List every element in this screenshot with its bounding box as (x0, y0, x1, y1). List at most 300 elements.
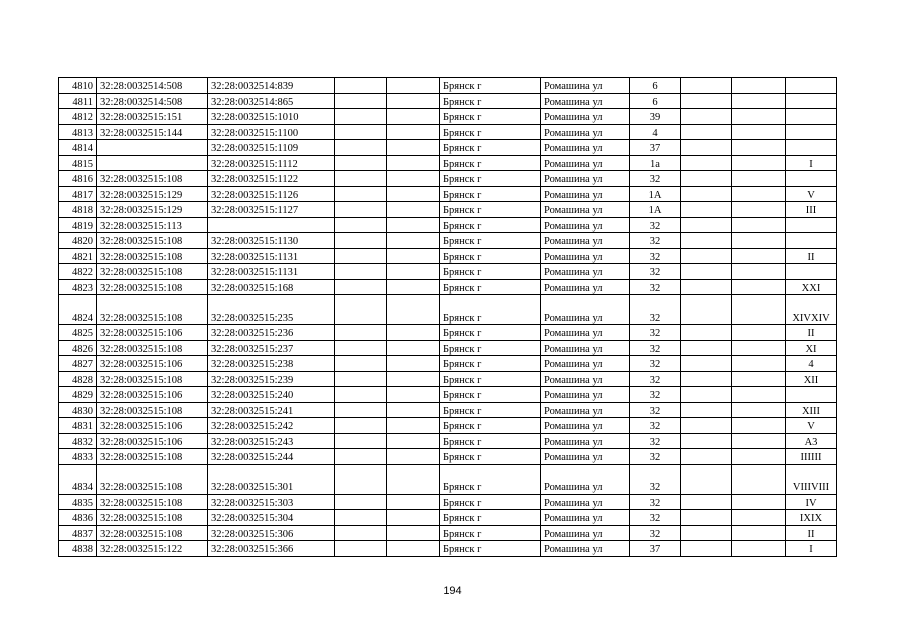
table-row (59, 494, 837, 510)
parent-cadastral-number: 32:28:0032515:129 (97, 186, 208, 202)
empty-cell (335, 264, 387, 280)
premises-number: I (786, 155, 837, 171)
empty-cell (335, 464, 387, 494)
street-cell: Ромашина ул (541, 202, 630, 218)
empty-cell (335, 525, 387, 541)
city-cell: Брянск г (440, 340, 541, 356)
empty-cell (335, 418, 387, 434)
empty-cell (732, 295, 786, 325)
empty-cell (387, 449, 440, 465)
empty-cell (681, 248, 732, 264)
house-number: 32 (630, 217, 681, 233)
house-number: 32 (630, 340, 681, 356)
cadastral-number: 32:28:0032514:839 (208, 78, 335, 94)
empty-cell (681, 541, 732, 557)
empty-cell (732, 510, 786, 526)
premises-number: XIII (786, 402, 837, 418)
parent-cadastral-number: 32:28:0032515:108 (97, 233, 208, 249)
street-cell: Ромашина ул (541, 402, 630, 418)
table-row (59, 402, 837, 418)
premises-number: XI (786, 340, 837, 356)
house-number: 1А (630, 202, 681, 218)
cadastral-number: 32:28:0032515:240 (208, 387, 335, 403)
empty-cell (335, 279, 387, 295)
city-cell: Брянск г (440, 371, 541, 387)
parent-cadastral-number: 32:28:0032515:108 (97, 510, 208, 526)
empty-cell (732, 449, 786, 465)
empty-cell (732, 464, 786, 494)
empty-cell (335, 510, 387, 526)
parent-cadastral-number: 32:28:0032515:108 (97, 264, 208, 280)
table-row (59, 124, 837, 140)
row-number: 4832 (59, 433, 97, 449)
table-row (59, 387, 837, 403)
empty-cell (387, 233, 440, 249)
parent-cadastral-number: 32:28:0032515:106 (97, 356, 208, 372)
parent-cadastral-number (97, 155, 208, 171)
table-row (59, 295, 837, 325)
house-number: 32 (630, 525, 681, 541)
house-number: 32 (630, 433, 681, 449)
empty-cell (681, 155, 732, 171)
city-cell: Брянск г (440, 510, 541, 526)
empty-cell (335, 248, 387, 264)
empty-cell (387, 186, 440, 202)
empty-cell (335, 356, 387, 372)
house-number: 4 (630, 124, 681, 140)
table-row (59, 202, 837, 218)
table-row (59, 525, 837, 541)
city-cell: Брянск г (440, 233, 541, 249)
row-number: 4833 (59, 449, 97, 465)
cadastral-number: 32:28:0032515:1130 (208, 233, 335, 249)
row-number: 4838 (59, 541, 97, 557)
premises-number: V (786, 418, 837, 434)
row-number: 4825 (59, 325, 97, 341)
house-number: 32 (630, 295, 681, 325)
empty-cell (387, 418, 440, 434)
table-row (59, 264, 837, 280)
premises-number (786, 171, 837, 187)
house-number: 32 (630, 510, 681, 526)
table-row (59, 340, 837, 356)
empty-cell (387, 356, 440, 372)
empty-cell (387, 541, 440, 557)
house-number: 32 (630, 325, 681, 341)
empty-cell (732, 387, 786, 403)
registry-table (58, 77, 837, 557)
table-row (59, 464, 837, 494)
house-number: 32 (630, 449, 681, 465)
table-row (59, 171, 837, 187)
parent-cadastral-number: 32:28:0032515:106 (97, 418, 208, 434)
city-cell: Брянск г (440, 124, 541, 140)
row-number: 4814 (59, 140, 97, 156)
row-number: 4831 (59, 418, 97, 434)
table-row (59, 279, 837, 295)
row-number: 4812 (59, 109, 97, 125)
street-cell: Ромашина ул (541, 464, 630, 494)
empty-cell (335, 449, 387, 465)
cadastral-number: 32:28:0032515:243 (208, 433, 335, 449)
empty-cell (387, 217, 440, 233)
row-number: 4837 (59, 525, 97, 541)
empty-cell (387, 371, 440, 387)
row-number: 4822 (59, 264, 97, 280)
house-number: 1А (630, 186, 681, 202)
parent-cadastral-number: 32:28:0032515:108 (97, 402, 208, 418)
empty-cell (681, 371, 732, 387)
house-number: 32 (630, 356, 681, 372)
row-number: 4823 (59, 279, 97, 295)
parent-cadastral-number: 32:28:0032515:144 (97, 124, 208, 140)
parent-cadastral-number: 32:28:0032515:108 (97, 464, 208, 494)
street-cell: Ромашина ул (541, 93, 630, 109)
cadastral-number: 32:28:0032515:301 (208, 464, 335, 494)
empty-cell (335, 402, 387, 418)
street-cell: Ромашина ул (541, 449, 630, 465)
parent-cadastral-number: 32:28:0032515:108 (97, 525, 208, 541)
cadastral-number: 32:28:0032515:239 (208, 371, 335, 387)
empty-cell (732, 109, 786, 125)
empty-cell (681, 217, 732, 233)
empty-cell (732, 248, 786, 264)
empty-cell (387, 93, 440, 109)
empty-cell (681, 402, 732, 418)
empty-cell (732, 124, 786, 140)
empty-cell (681, 387, 732, 403)
empty-cell (335, 124, 387, 140)
cadastral-number (208, 217, 335, 233)
house-number: 32 (630, 171, 681, 187)
house-number: 32 (630, 264, 681, 280)
empty-cell (681, 494, 732, 510)
premises-number (786, 387, 837, 403)
empty-cell (681, 464, 732, 494)
empty-cell (732, 433, 786, 449)
cadastral-number: 32:28:0032515:306 (208, 525, 335, 541)
empty-cell (387, 109, 440, 125)
empty-cell (681, 109, 732, 125)
city-cell: Брянск г (440, 433, 541, 449)
street-cell: Ромашина ул (541, 124, 630, 140)
empty-cell (732, 217, 786, 233)
cadastral-number: 32:28:0032514:865 (208, 93, 335, 109)
cadastral-number: 32:28:0032515:1126 (208, 186, 335, 202)
empty-cell (681, 525, 732, 541)
empty-cell (335, 494, 387, 510)
street-cell: Ромашина ул (541, 264, 630, 280)
cadastral-number: 32:28:0032515:1109 (208, 140, 335, 156)
cadastral-number: 32:28:0032515:1010 (208, 109, 335, 125)
parent-cadastral-number: 32:28:0032515:108 (97, 295, 208, 325)
row-number: 4836 (59, 510, 97, 526)
empty-cell (732, 279, 786, 295)
empty-cell (335, 433, 387, 449)
house-number: 37 (630, 541, 681, 557)
empty-cell (681, 325, 732, 341)
city-cell: Брянск г (440, 93, 541, 109)
empty-cell (681, 418, 732, 434)
table-row (59, 248, 837, 264)
empty-cell (387, 494, 440, 510)
street-cell: Ромашина ул (541, 140, 630, 156)
empty-cell (681, 140, 732, 156)
parent-cadastral-number: 32:28:0032515:151 (97, 109, 208, 125)
parent-cadastral-number: 32:28:0032515:108 (97, 449, 208, 465)
empty-cell (335, 202, 387, 218)
empty-cell (732, 140, 786, 156)
empty-cell (335, 233, 387, 249)
cadastral-number: 32:28:0032515:242 (208, 418, 335, 434)
street-cell: Ромашина ул (541, 78, 630, 94)
empty-cell (335, 155, 387, 171)
house-number: 39 (630, 109, 681, 125)
empty-cell (732, 233, 786, 249)
empty-cell (387, 155, 440, 171)
premises-number (786, 217, 837, 233)
city-cell: Брянск г (440, 325, 541, 341)
city-cell: Брянск г (440, 264, 541, 280)
row-number: 4816 (59, 171, 97, 187)
premises-number: А3 (786, 433, 837, 449)
street-cell: Ромашина ул (541, 171, 630, 187)
cadastral-number: 32:28:0032515:236 (208, 325, 335, 341)
empty-cell (732, 371, 786, 387)
cadastral-number: 32:28:0032515:366 (208, 541, 335, 557)
empty-cell (335, 186, 387, 202)
empty-cell (681, 433, 732, 449)
city-cell: Брянск г (440, 217, 541, 233)
table-row (59, 541, 837, 557)
empty-cell (732, 541, 786, 557)
city-cell: Брянск г (440, 418, 541, 434)
cadastral-number: 32:28:0032515:244 (208, 449, 335, 465)
house-number: 32 (630, 464, 681, 494)
parent-cadastral-number: 32:28:0032515:106 (97, 325, 208, 341)
table-row (59, 418, 837, 434)
row-number: 4820 (59, 233, 97, 249)
parent-cadastral-number: 32:28:0032514:508 (97, 93, 208, 109)
empty-cell (387, 140, 440, 156)
empty-cell (387, 433, 440, 449)
empty-cell (335, 93, 387, 109)
city-cell: Брянск г (440, 541, 541, 557)
empty-cell (732, 93, 786, 109)
premises-number (786, 140, 837, 156)
empty-cell (681, 186, 732, 202)
row-number: 4818 (59, 202, 97, 218)
empty-cell (335, 325, 387, 341)
table-row (59, 140, 837, 156)
street-cell: Ромашина ул (541, 387, 630, 403)
premises-number: II (786, 248, 837, 264)
parent-cadastral-number: 32:28:0032515:106 (97, 433, 208, 449)
city-cell: Брянск г (440, 248, 541, 264)
city-cell: Брянск г (440, 464, 541, 494)
row-number: 4811 (59, 93, 97, 109)
parent-cadastral-number: 32:28:0032515:108 (97, 279, 208, 295)
empty-cell (387, 340, 440, 356)
empty-cell (335, 295, 387, 325)
house-number: 6 (630, 93, 681, 109)
table-row (59, 449, 837, 465)
house-number: 37 (630, 140, 681, 156)
parent-cadastral-number: 32:28:0032515:122 (97, 541, 208, 557)
empty-cell (732, 356, 786, 372)
premises-number: II (786, 525, 837, 541)
city-cell: Брянск г (440, 78, 541, 94)
empty-cell (732, 186, 786, 202)
registry-body (59, 78, 837, 557)
city-cell: Брянск г (440, 155, 541, 171)
empty-cell (335, 109, 387, 125)
house-number: 32 (630, 418, 681, 434)
house-number: 32 (630, 494, 681, 510)
street-cell: Ромашина ул (541, 155, 630, 171)
empty-cell (732, 402, 786, 418)
empty-cell (681, 340, 732, 356)
empty-cell (681, 233, 732, 249)
empty-cell (681, 78, 732, 94)
house-number: 1а (630, 155, 681, 171)
street-cell: Ромашина ул (541, 356, 630, 372)
table-row (59, 433, 837, 449)
house-number: 32 (630, 371, 681, 387)
row-number: 4817 (59, 186, 97, 202)
city-cell: Брянск г (440, 525, 541, 541)
house-number: 32 (630, 233, 681, 249)
house-number: 32 (630, 402, 681, 418)
empty-cell (335, 387, 387, 403)
parent-cadastral-number: 32:28:0032515:108 (97, 171, 208, 187)
cadastral-number: 32:28:0032515:1100 (208, 124, 335, 140)
cadastral-number: 32:28:0032515:235 (208, 295, 335, 325)
street-cell: Ромашина ул (541, 217, 630, 233)
empty-cell (681, 264, 732, 280)
empty-cell (681, 449, 732, 465)
empty-cell (387, 295, 440, 325)
empty-cell (387, 124, 440, 140)
empty-cell (732, 340, 786, 356)
empty-cell (732, 264, 786, 280)
parent-cadastral-number: 32:28:0032515:113 (97, 217, 208, 233)
row-number: 4819 (59, 217, 97, 233)
empty-cell (387, 387, 440, 403)
table-row (59, 371, 837, 387)
empty-cell (387, 279, 440, 295)
table-row (59, 356, 837, 372)
row-number: 4810 (59, 78, 97, 94)
table-row (59, 155, 837, 171)
parent-cadastral-number: 32:28:0032515:108 (97, 371, 208, 387)
empty-cell (732, 171, 786, 187)
house-number: 6 (630, 78, 681, 94)
premises-number (786, 233, 837, 249)
premises-number: II (786, 325, 837, 341)
street-cell: Ромашина ул (541, 371, 630, 387)
empty-cell (335, 340, 387, 356)
empty-cell (387, 510, 440, 526)
empty-cell (732, 325, 786, 341)
street-cell: Ромашина ул (541, 295, 630, 325)
parent-cadastral-number: 32:28:0032515:129 (97, 202, 208, 218)
table-row (59, 325, 837, 341)
city-cell: Брянск г (440, 295, 541, 325)
empty-cell (732, 155, 786, 171)
premises-number (786, 124, 837, 140)
street-cell: Ромашина ул (541, 541, 630, 557)
street-cell: Ромашина ул (541, 418, 630, 434)
table-row (59, 186, 837, 202)
parent-cadastral-number: 32:28:0032515:108 (97, 494, 208, 510)
cadastral-number: 32:28:0032515:1112 (208, 155, 335, 171)
premises-number: IV (786, 494, 837, 510)
empty-cell (335, 171, 387, 187)
parent-cadastral-number: 32:28:0032515:108 (97, 340, 208, 356)
street-cell: Ромашина ул (541, 494, 630, 510)
street-cell: Ромашина ул (541, 325, 630, 341)
cadastral-number: 32:28:0032515:168 (208, 279, 335, 295)
premises-number: XII (786, 371, 837, 387)
empty-cell (387, 325, 440, 341)
premises-number: 4 (786, 356, 837, 372)
premises-number (786, 109, 837, 125)
row-number: 4829 (59, 387, 97, 403)
city-cell: Брянск г (440, 402, 541, 418)
street-cell: Ромашина ул (541, 510, 630, 526)
cadastral-number: 32:28:0032515:237 (208, 340, 335, 356)
street-cell: Ромашина ул (541, 279, 630, 295)
table-row (59, 109, 837, 125)
cadastral-number: 32:28:0032515:303 (208, 494, 335, 510)
cadastral-number: 32:28:0032515:238 (208, 356, 335, 372)
row-number: 4815 (59, 155, 97, 171)
page-number: 194 (443, 585, 462, 597)
cadastral-number: 32:28:0032515:304 (208, 510, 335, 526)
row-number: 4821 (59, 248, 97, 264)
empty-cell (335, 371, 387, 387)
parent-cadastral-number: 32:28:0032515:106 (97, 387, 208, 403)
street-cell: Ромашина ул (541, 109, 630, 125)
empty-cell (681, 356, 732, 372)
street-cell: Ромашина ул (541, 340, 630, 356)
house-number: 32 (630, 387, 681, 403)
empty-cell (681, 279, 732, 295)
city-cell: Брянск г (440, 186, 541, 202)
row-number: 4828 (59, 371, 97, 387)
premises-number: III (786, 202, 837, 218)
empty-cell (335, 140, 387, 156)
premises-number: IIIIII (786, 449, 837, 465)
empty-cell (387, 171, 440, 187)
empty-cell (387, 464, 440, 494)
table-row (59, 510, 837, 526)
city-cell: Брянск г (440, 171, 541, 187)
empty-cell (681, 124, 732, 140)
empty-cell (681, 510, 732, 526)
city-cell: Брянск г (440, 494, 541, 510)
row-number: 4813 (59, 124, 97, 140)
table-row (59, 93, 837, 109)
house-number: 32 (630, 279, 681, 295)
cadastral-number: 32:28:0032515:1131 (208, 264, 335, 280)
city-cell: Брянск г (440, 387, 541, 403)
empty-cell (732, 525, 786, 541)
empty-cell (335, 78, 387, 94)
city-cell: Брянск г (440, 449, 541, 465)
empty-cell (387, 248, 440, 264)
